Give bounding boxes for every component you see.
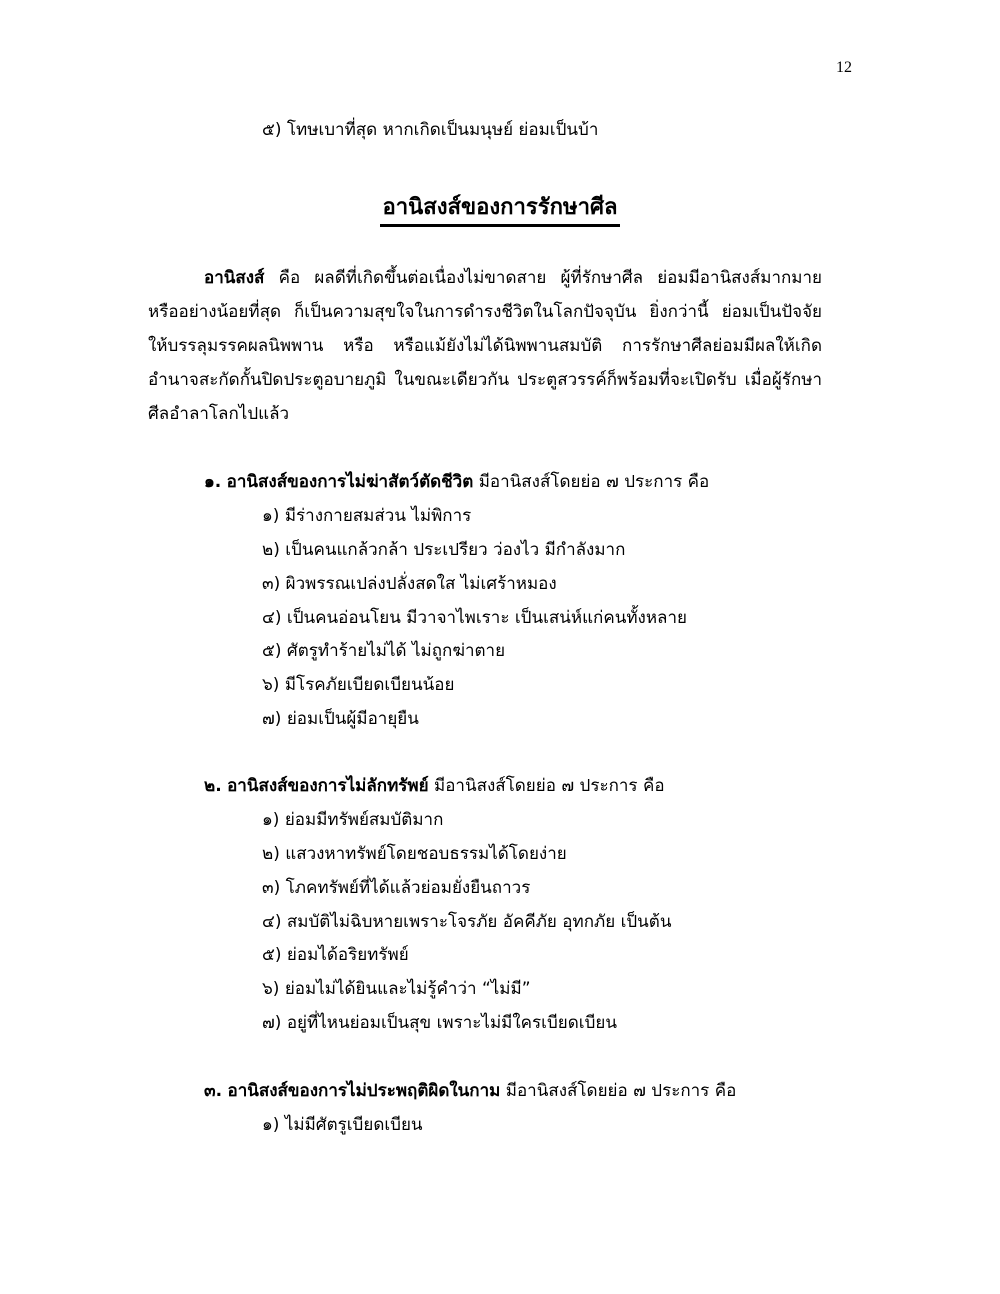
intro-line-3: ให้บรรลุมรรคผลนิพพาน หรือ หรือแม้ยังไม่ได้นิพพานสมบัติ การรักษาศีลย่อมมีผลให้เกิด [148,335,822,356]
list-item: ๓) ผิวพรรณเปล่งปลั่งสดใส ไม่เศร้าหมอง [262,573,557,594]
section-1-heading [204,466,854,500]
list-item: ๖) ย่อมไม่ได้ยินและไม่รู้คำว่า “ไม่มี” [262,979,531,1000]
list-item: ๓) โภคทรัพย์ที่ได้แล้วย่อมยั่งยืนถาวร [262,877,531,898]
intro-line-1-text: คือ ผลดีที่เกิดขึ้นต่อเนื่องไม่ขาดสาย ผู้ที่รักษาศีล ย่อมมีอานิสงส์มากมาย [278,268,822,288]
carryover-list-item: ๕) โทษเบาที่สุด หากเกิดเป็นมนุษย์ ย่อมเป็นบ้า [262,120,599,140]
section-1 [0,466,1000,737]
section-3-heading [204,1075,854,1109]
list-item: ๑) ไม่มีศัตรูเบียดเบียน [262,1114,423,1135]
section-summary: มีอานิสงส์โดยย่อ ๗ ประการ คือ [505,1081,737,1101]
section-3 [0,1075,1000,1143]
section-number: ๒. [204,776,222,796]
section-summary: มีอานิสงส์โดยย่อ ๗ ประการ คือ [434,776,665,796]
intro-paragraph [148,262,822,431]
section-title: อานิสงส์ของการไม่ลักทรัพย์ [227,776,429,796]
list-item: ๖) มีโรคภัยเบียดเบียนน้อย [262,675,455,696]
list-item: ๔) เป็นคนอ่อนโยน มีวาจาไพเราะ เป็นเสน่ห์แก่คนทั้งหลาย [262,607,687,628]
list-item: ๗) ย่อมเป็นผู้มีอายุยืน [262,709,419,730]
list-item: ๒) เป็นคนแกล้วกล้า ประเปรียว ว่องไว มีกำลังมาก [262,539,626,560]
section-number: ๑. [204,472,222,492]
heading-title: อานิสงส์ของการรักษาศีล [380,190,619,227]
list-item: ๒) แสวงหาทรัพย์โดยชอบธรรมได้โดยง่าย [262,843,567,864]
list-item: ๕) ย่อมได้อริยทรัพย์ [262,945,409,966]
section-2-heading [204,770,854,804]
section-title: อานิสงส์ของการไม่ประพฤติผิดในกาม [227,1081,501,1101]
list-item: ๑) มีร่างกายสมส่วน ไม่พิการ [262,505,472,526]
intro-line-5: ศีลอำลาโลกไปแล้ว [148,403,290,424]
intro-line-2: หรืออย่างน้อยที่สุด ก็เป็นความสุขใจในการดำรงชีวิตในโลกปัจจุบัน ยิ่งกว่านี้ ย่อมเป็นปัจจัย [148,301,822,322]
section-number: ๓. [204,1081,223,1101]
intro-line-1 [204,262,822,296]
section-summary: มีอานิสงส์โดยย่อ ๗ ประการ คือ [478,472,710,492]
list-item: ๕) ศัตรูทำร้ายไม่ได้ ไม่ถูกฆ่าตาย [262,641,506,662]
list-item: ๔) สมบัติไม่ฉิบหายเพราะโจรภัย อัคคีภัย อุทกภัย เป็นต้น [262,911,672,932]
page-number: 12 [836,59,852,76]
list-item: ๗) อยู่ที่ไหนย่อมเป็นสุข เพราะไม่มีใครเบียดเบียน [262,1013,617,1034]
section-heading [0,190,1000,234]
list-item: ๑) ย่อมมีทรัพย์สมบัติมาก [262,809,444,830]
section-title: อานิสงส์ของการไม่ฆ่าสัตว์ตัดชีวิต [226,472,474,492]
intro-line-4: อำนาจสะกัดกั้นปิดประตูอบายภูมิ ในขณะเดียวกัน ประตูสวรรค์ก็พร้อมที่จะเปิดรับ เมื่อผู้รักษา [148,369,822,390]
intro-term: อานิสงส์ [204,268,265,288]
section-2 [0,770,1000,1041]
